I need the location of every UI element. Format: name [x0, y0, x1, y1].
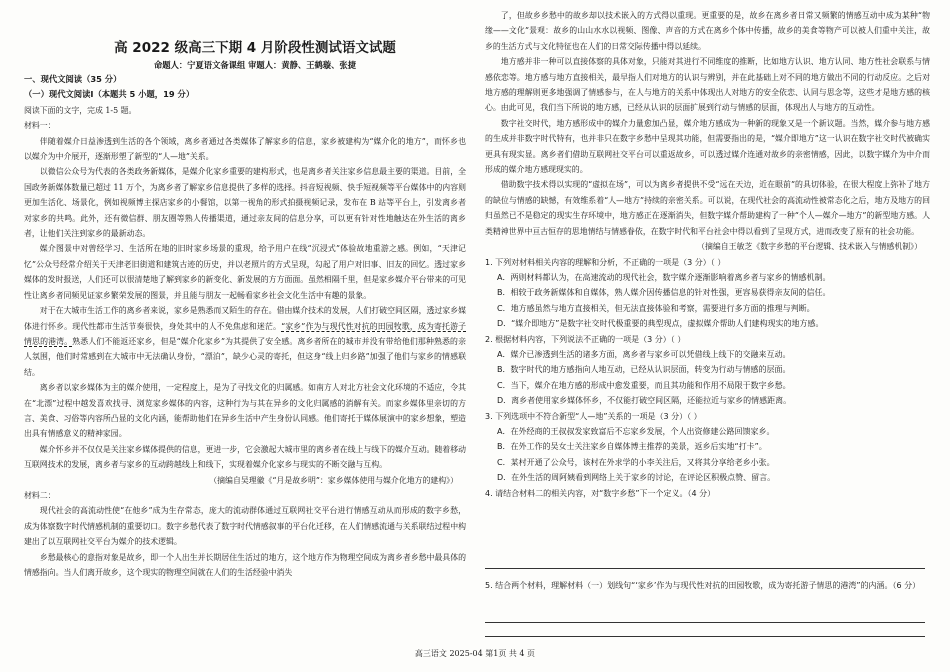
m1-paragraph: 伴随着媒介日益渗透到生活的各个领域，离乡者通过各类媒体了解家乡的信息，家乡被建构为“媒介化的地方”，而怀乡也以媒介为中介展开，逐渐形塑了新型的“人—地”关系。: [24, 136, 466, 162]
option-c: C．地方感虽然与地方直接相关，但无法直接体验和考察，需要进行多方面的推理与判断。: [497, 303, 815, 313]
option-a: A．在外经商的王叔叔发家致富后不忘家乡发展，个人出资修建公路回馈家乡。: [497, 426, 775, 436]
question-3: [485, 409, 930, 486]
option-a: A．两则材料都认为，在高速流动的现代社会，数字媒介逐渐影响着离乡者与家乡的情感机制。: [497, 272, 831, 282]
m2-continued: 了，但故乡乡愁中的故乡却以技术嵌入的方式得以重现。更重要的是，故乡在离乡者日常又频繁的情感互动中成为某种“物缘——文化”景观：故乡的山山水水以视频、图像、声音的方式在离乡个体中传播，故乡的美食等物产可以被人们重中关注，故乡的生活方式与文化特征也在人们的日常交际传播中得以延续。: [485, 11, 930, 51]
option-c: C．当下，媒介在地方感的形成中愈发重要，而且其功能和作用不局限于数字乡愁。: [497, 380, 791, 390]
m2-paragraph: 乡愁最核心的意指对象是故乡，即一个人出生并长期居住生活过的地方，这个地方作为物理空间成为离乡者乡愁中最具体的情感指向。当人们离开故乡，这个现实的物理空间就在人们的生活经验中消失: [24, 552, 466, 577]
option-b: B．在外工作的吴女士关注家乡自媒体博主推荐的美景，返乡后实地“打卡”。: [497, 442, 767, 452]
material2-label: 材料二：: [24, 490, 56, 500]
answer-line: [485, 622, 925, 623]
material1-label: 材料一：: [24, 121, 56, 131]
m1-text: 对于在大城市生活工作的离乡者来说，家乡是熟悉而又陌生的存在。借由媒介技术的发展，人们打破空间区隔，透过家乡媒体进行怀乡。现代性都市生活节奏很快，身处其中的人不免焦虑和迷茫。: [24, 306, 466, 331]
question-1: [485, 255, 930, 332]
m1-text: 熟悉人们不能返还家乡，但是“媒介化家乡”为其提供了安全感。离乡者所在的城市并没有带给他们那种熟悉的亲人氛围，他们时常感到在大城市中无法确认身份，“漂泊”，缺少心灵的寄托，但这身“线上归乡路”加强了他们与家乡的情感联结。: [24, 336, 466, 377]
answer-line: [485, 636, 925, 637]
option-a: A．媒介已渗透到生活的诸多方面，离乡者与家乡可以凭借线上线下的交融来互动。: [497, 349, 791, 359]
answer-line: [485, 568, 925, 569]
answer-area-q4[interactable]: [485, 548, 930, 578]
underlined-sentence: “家乡”作为与现代性对抗的田园牧歌，成为寄托游子情思的港湾。: [24, 321, 466, 346]
m2-paragraph: 地方感并非一种可以直接体察的具体对象，只能对其进行不同维度的推断，比如地方认识、地方认同、地方性社会联系与情感依恋等。地方感与地方直接相关，最早指人们对地方的认识与辨别，并在此基础上对不同的地方做出不同的行动反应。之后对地方感的理解则更多地强调了情感参与，在人与地方的关系中体现出人对地方的安全依恋、认同与思念等，这些才是地方感的核心。由此可见，我们当下所说的地方感，已经从认识的层面扩展到行动与情感的层面，体现出人与地方的互动性。: [485, 57, 930, 113]
left-column: [24, 38, 466, 580]
m2-source: （摘编自王敏芝《数字乡愁的平台逻辑、技术嵌入与情感机制》）: [697, 242, 922, 252]
right-column: [485, 8, 930, 501]
m2-paragraph: 现代社会的高流动性使“在他乡”成为生存常态，庞大的流动群体通过互联网社交平台进行情感互动从而形成的数字乡愁，成为体察数字时代情感机制的重要切口。数字乡愁代表了数字时代情感叙事的平台化迁移，在人们情感流通与关系联结过程中构建出了以互联网社交平台为媒介的技术逻辑。: [24, 506, 466, 547]
subsection-heading: （一）现代文阅读Ⅰ（本题共 5 小题，19 分）: [24, 89, 195, 100]
question-4: [485, 486, 930, 501]
section-heading: 一、现代文阅读（35 分）: [24, 74, 122, 84]
option-c: C．某村开通了公众号，该村在外求学的小李关注后，又将其分享给老乡小张。: [497, 457, 775, 467]
m1-paragraph: 媒介图景中对曾经学习、生活所在地的旧时家乡场景的重现，给予用户在线“沉浸式”体验故地重游之感。例如，“天津记忆”公众号经常介绍关于天津老旧街道和建筑古迹的历史，并以老照片的方式呈现，勾起了用户对旧事、旧友的回忆。透过家乡媒体的发时报送，人们还可以很清楚地了解到家乡的新变化、新发展的方方面面。虽然相隔千里，但是家乡媒介平台带来的可见性让离乡者同频见证家乡繁荣发展的图景，并且能与朋友一起畅看家乡社会文化生活中有趣的景象。: [24, 244, 466, 300]
answer-area-q5[interactable]: [485, 614, 930, 640]
option-b: B．相较于政务新媒体和自媒体，熟人媒介因传播信息的针对性强，更容易获得亲友间的信任。: [497, 288, 831, 298]
exam-setters: 命题人：宁夏语文备课组 审题人：黄静、王鹤璇、张捷: [153, 60, 357, 70]
option-b: B．数字时代的地方感指向人地互动，已经从认识层面，转变为行动与情感的层面。: [497, 365, 791, 375]
option-d: D．离乡者使用家乡媒体怀乡，不仅能打破空间区隔，还能拉近与家乡的情感距离。: [497, 396, 792, 406]
m1-paragraph: 以微信公众号为代表的各类政务新媒体，是媒介化家乡重要的建构形式，也是离乡者关注家乡信息最主要的渠道。目前，全国政务新媒体数量已超过 11 万个，为离乡者了解家乡信息提供了多样的选择。抖音短视频、快手短视频等平台媒体中的内容则更加生活化、场景化，例如视频博主探店家乡的小餐馆，以第一视角的形式拍摄视频记录，发布在 B 站等平台上，引发离乡者对家乡的共鸣。此外，还有微信群、朋友圈等熟人传播渠道，通过亲友间的信息分享，可以更有针对性地触达在外生活的离乡者，让他们关注到家乡的最新动态。: [24, 167, 466, 239]
exam-title: 高 2022 级高三下期 4 月阶段性测试语文试题: [114, 40, 396, 56]
question-stem: 2. 根据材料内容，下列说法不正确的一项是（3 分）（ ）: [485, 334, 686, 344]
m2-paragraph: 借助数字技术得以实现的“虚拟在场”，可以为离乡者提供不受“远在天边，近在眼前”的具切体验，在很大程度上弥补了地方的缺位与情感的缺憾，有效维系着“人—地方”持续的亲密关系。可以说，在现代社会的高流动性被常态化之后，地方及地方的回归虽然已不是稳定的现实生存环境中，地方感正在逐渐消失，但数字媒介帮助建构了一种“个人—媒介—地方”的新型地方感。人类精神世界中亘古恒存的思地情结与情感眷依，在数字时代和平台社会中得以看到了呈现方式，进而改变了原有的社会功能。: [485, 180, 930, 236]
m2-paragraph: 数字社交时代，地方感形成中的媒介力量愈加凸显，媒介地方感成为一种新的现象又是一个新议题。当然，媒介参与地方感的生成并非数字时代特有，也并非只在数字乡愁中呈现其功能，但需要指出的是，“媒介即地方”这一认识在数字社交时代被确实更具有现实显。离乡者们借助互联网社交平台可以重返故乡，可以透过媒介连通对故乡的亲密情感，因此，以数字媒介为中介而形成的媒介地方感现现实的。: [485, 118, 930, 175]
instruction: 阅读下面的文字，完成 1-5 题。: [24, 105, 137, 115]
m1-paragraph: 媒介怀乡并不仅仅是关注家乡媒体提供的信息，更进一步，它会激起大城市里的离乡者在线上与线下的媒介互动。随着移动互联网技术的发展，离乡者与家乡的互动跨越线上和线下，实现着媒介化家乡与现实的不断交融与互构。: [24, 444, 466, 470]
option-d: D．“媒介即地方”是数字社交时代极重要的典型现点，虚拟媒介帮助人们建构现实的地方感。: [497, 319, 824, 329]
m1-source: （摘编自吴理徽《“月是故乡明”：家乡媒体使用与媒介化地方的建构》）: [209, 475, 458, 485]
option-d: D．在外生活的周阿姨看到网络上关于家乡的讨论，在评论区积极点赞、留言。: [497, 473, 776, 483]
m1-paragraph-with-underline: [24, 303, 466, 380]
question-2: [485, 332, 930, 409]
page-footer: 高三语文 2025-04 第1页 共 4 页: [414, 649, 536, 658]
question-stem: 1. 下列对材料相关内容的理解和分析，不正确的一项是（3 分）（ ）: [485, 257, 726, 267]
question-stem: 3. 下列选项中不符合新型“人—地”关系的一项是（3 分）（ ）: [485, 411, 702, 421]
m1-paragraph: 离乡者以家乡媒体为主的媒介使用，一定程度上，是为了寻找文化的归属感。如南方人对北方社会文化环境的不适应，令其在“北漂”过程中越发喜欢找寻、浏览家乡媒体的内容，这种行为与其在异乡的文化归属感的消解有关。而家乡媒体里亲切的方言、美食、习俗等内容所凸显的文化内涵，能帮助他们在异乡生活中产生身份认同感。他们寄托于媒体展演中的家乡想象，塑造出具有情感意义的精神家园。: [24, 383, 466, 439]
question-stem: 4. 请结合材料二的相关内容，对“数字乡愁”下一个定义。（4 分）: [485, 488, 716, 498]
question-5-stem: 5. 结合两个材料，理解材料（一）划线句“‘家乡’作为与现代性对抗的田园牧歌，成为寄托游子情思的港湾”的内涵。（6 分）: [485, 581, 921, 590]
